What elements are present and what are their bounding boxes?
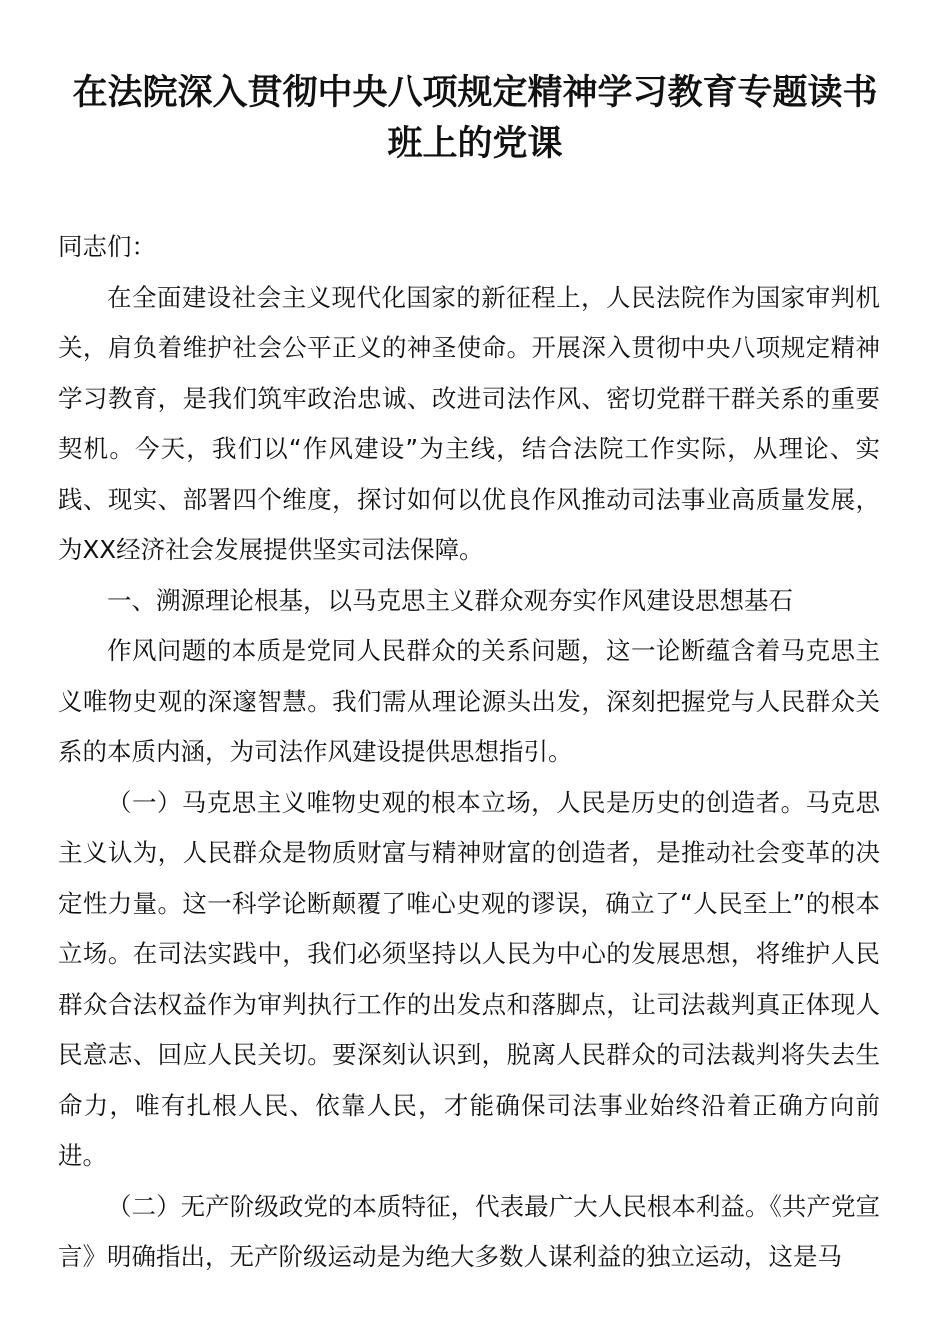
salutation: 同志们：: [58, 232, 156, 261]
paragraph-subsection-2: （二）无产阶级政党的本质特征，代表最广大人民根本利益。《共产党宣言》明确指出，无产阶级运动是为绝大多数人谋利益的独立运动，这是马: [58, 1191, 880, 1271]
document-body: [58, 222, 880, 1283]
section-heading-1: 一、溯源理论根基，以马克思主义群众观夯实作风建设思想基石: [107, 585, 793, 615]
paragraph-subsection-1: （一）马克思主义唯物史观的根本立场，人民是历史的创造者。马克思主义认为，人民群众是物质财富与精神财富的创造者，是推动社会变革的决定性力量。这一科学论断颠覆了唯心史观的谬误，确立了“人民至上”的根本立场。在司法实践中，我们必须坚持以人民为中心的发展思想，将维护人民群众合法权益作为审判执行工作的出发点和落脚点，让司法裁判真正体现人民意志、回应人民关切。要深刻认识到，脱离人民群众的司法裁判将失去生命力，唯有扎根人民、依靠人民，才能确保司法事业始终沿着正确方向前进。: [58, 787, 880, 1170]
paragraph-intro: 在全面建设社会主义现代化国家的新征程上，人民法院作为国家审判机关，肩负着维护社会公平正义的神圣使命。开展深入贯彻中央八项规定精神学习教育，是我们筑牢政治忠诚、改进司法作风、密切党群干群关系的重要契机。今天，我们以“作风建设”为主线，结合法院工作实际，从理论、实践、现实、部署四个维度，探讨如何以优良作风推动司法事业高质量发展，为XX经济社会发展提供坚实司法保障。: [58, 282, 880, 564]
document-title: 在法院深入贯彻中央八项规定精神学习教育专题读书班上的党课: [72, 73, 878, 164]
paragraph-section-1-intro: 作风问题的本质是党同人民群众的关系问题，这一论断蕴含着马克思主义唯物史观的深邃智慧。我们需从理论源头出发，深刻把握党与人民群众关系的本质内涵，为司法作风建设提供思想指引。: [58, 636, 880, 766]
